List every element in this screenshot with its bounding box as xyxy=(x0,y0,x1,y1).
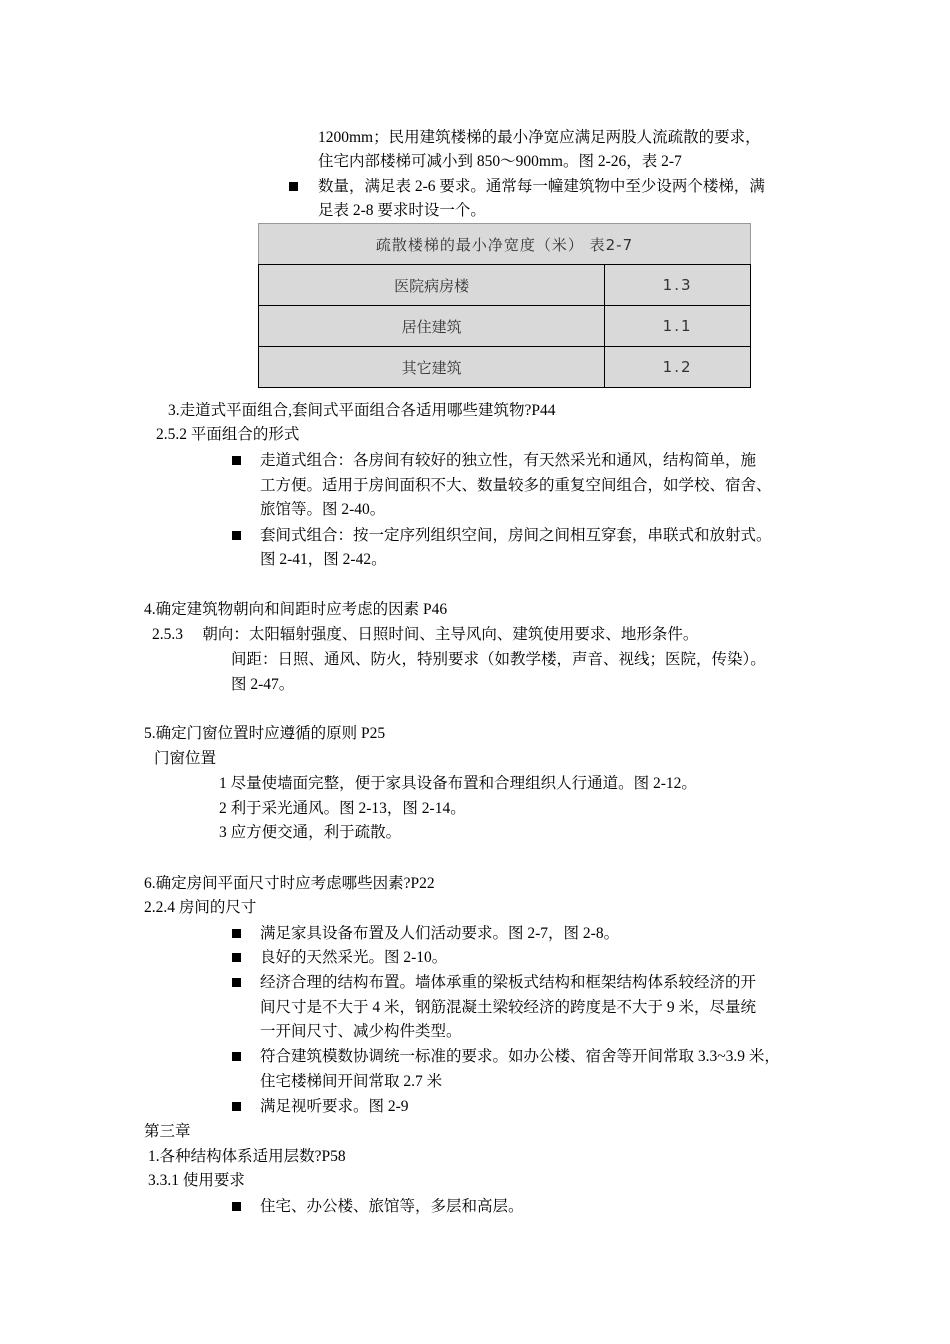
text-line: 住宅楼梯间开间常取 2.7 米 xyxy=(260,1073,443,1090)
text-line: 满足家具设备布置及人们活动要求。图 2-7，图 2-8。 xyxy=(260,925,620,942)
question-heading: 1.各种结构体系适用层数?P58 xyxy=(148,1148,346,1165)
question-heading: 3.走道式平面组合,套间式平面组合各适用哪些建筑物?P44 xyxy=(168,402,556,419)
text-line: 住宅内部楼梯可减小到 850～900mm。图 2-26，表 2-7 xyxy=(318,153,682,170)
text-line: 满足视听要求。图 2-9 xyxy=(260,1098,409,1115)
square-bullet-icon xyxy=(232,1202,241,1211)
question-heading: 5.确定门窗位置时应遵循的原则 P25 xyxy=(144,725,386,742)
text-line: 套间式组合：按一定序列组织空间，房间之间相互穿套，串联式和放射式。 xyxy=(260,527,772,544)
square-bullet-icon xyxy=(232,456,241,465)
text-line: 数量，满足表 2-6 要求。通常每一幢建筑物中至少设两个楼梯，满 xyxy=(318,178,765,195)
table-cell-value: 1.3 xyxy=(605,265,751,306)
text-line: 足表 2-8 要求时设一个。 xyxy=(318,202,486,219)
table-cell-name: 医院病房楼 xyxy=(259,265,605,306)
table-cell-name: 其它建筑 xyxy=(259,347,605,388)
text-line: 旅馆等。图 2-40。 xyxy=(260,501,386,518)
list-item: 3 应方便交通，利于疏散。 xyxy=(219,824,402,841)
stair-width-table xyxy=(258,223,751,388)
text-line: 2.5.3 朝向：太阳辐射强度、日照时间、主导风向、建筑使用要求、地形条件。 xyxy=(152,626,699,643)
table-cell-value: 1.2 xyxy=(605,347,751,388)
text-line: 走道式组合：各房间有较好的独立性，有天然采光和通风，结构简单，施 xyxy=(260,452,757,469)
question-heading: 6.确定房间平面尺寸时应考虑哪些因素?P22 xyxy=(144,875,435,892)
text-line: 工方便。适用于房间面积不大、数量较多的重复空间组合，如学校、宿舍、 xyxy=(260,477,772,494)
table-row xyxy=(259,265,751,306)
text-line: 间尺寸是不大于 4 米，钢筋混凝土梁较经济的跨度是不大于 9 米，尽量统 xyxy=(260,999,757,1016)
question-heading: 4.确定建筑物朝向和间距时应考虑的因素 P46 xyxy=(144,601,448,618)
text-line: 经济合理的结构布置。墙体承重的梁板式结构和框架结构体系较经济的开 xyxy=(260,974,757,991)
text-line: 一开间尺寸、减少构件类型。 xyxy=(260,1023,462,1040)
table-row xyxy=(259,306,751,347)
section-heading: 2.2.4 房间的尺寸 xyxy=(144,899,257,916)
text-line: 良好的天然采光。图 2-10。 xyxy=(260,949,448,966)
square-bullet-icon xyxy=(232,953,241,962)
section-heading: 2.5.2 平面组合的形式 xyxy=(156,426,300,443)
table-cell-value: 1.1 xyxy=(605,306,751,347)
list-item: 1 尽量使墙面完整，便于家具设备布置和合理组织人行通道。图 2-12。 xyxy=(219,775,697,792)
square-bullet-icon xyxy=(289,182,298,191)
section-heading: 门窗位置 xyxy=(154,750,217,767)
text-line: 1200mm；民用建筑楼梯的最小净宽应满足两股人流疏散的要求， xyxy=(318,129,761,146)
chapter-heading: 第三章 xyxy=(144,1123,191,1140)
text-line: 图 2-41，图 2-42。 xyxy=(260,551,387,568)
text-line: 符合建筑模数协调统一标准的要求。如办公楼、宿舍等开间常取 3.3~3.9 米， xyxy=(260,1048,780,1065)
square-bullet-icon xyxy=(232,531,241,540)
text-line: 住宅、办公楼、旅馆等，多层和高层。 xyxy=(260,1198,524,1215)
table-title: 疏散楼梯的最小净宽度（米） 表2-7 xyxy=(259,224,751,265)
table-cell-name: 居住建筑 xyxy=(259,306,605,347)
section-heading: 3.3.1 使用要求 xyxy=(148,1172,245,1189)
text-line: 图 2-47。 xyxy=(231,676,295,693)
text-line: 间距：日照、通风、防火，特别要求（如教学楼，声音、视线；医院，传染）。 xyxy=(231,651,766,668)
square-bullet-icon xyxy=(232,1052,241,1061)
table-row xyxy=(259,347,751,388)
square-bullet-icon xyxy=(232,1102,241,1111)
list-item: 2 利于采光通风。图 2-13，图 2-14。 xyxy=(219,800,466,817)
square-bullet-icon xyxy=(232,978,241,987)
square-bullet-icon xyxy=(232,929,241,938)
